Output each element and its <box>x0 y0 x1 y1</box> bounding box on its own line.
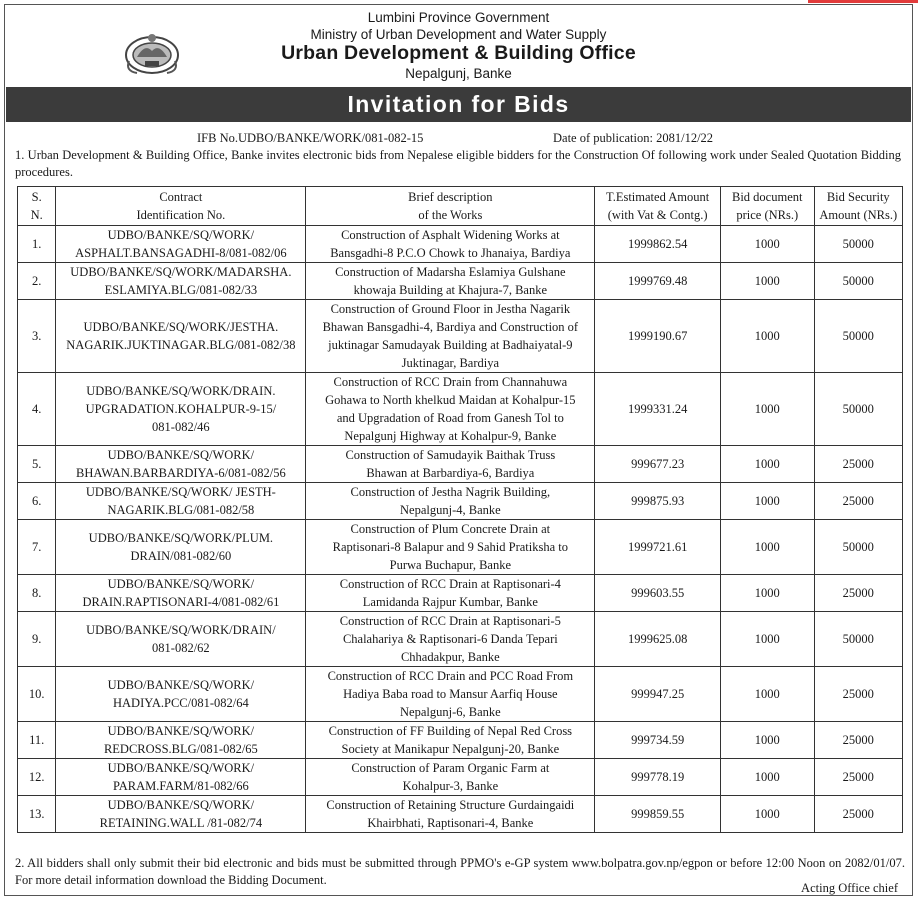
cell-sn: 12. <box>18 759 56 796</box>
table-row <box>18 446 903 483</box>
cell-contract-id: UDBO/BANKE/SQ/WORK/ ASPHALT.BANSAGADHI-8/081-082/06 <box>56 226 306 263</box>
cell-bid-security: 25000 <box>814 667 902 722</box>
cell-bid-security: 50000 <box>814 373 902 446</box>
cell-sn: 11. <box>18 722 56 759</box>
cell-contract-id: UDBO/BANKE/SQ/WORK/MADARSHA. ESLAMIYA.BLG/081-082/33 <box>56 263 306 300</box>
table-row <box>18 667 903 722</box>
cell-estimated-amount: 999603.55 <box>595 575 721 612</box>
cell-doc-price: 1000 <box>720 300 814 373</box>
cell-sn: 13. <box>18 796 56 833</box>
header-description: Brief description of the Works <box>306 187 595 226</box>
cell-contract-id: UDBO/BANKE/SQ/WORK/DRAIN/ 081-082/62 <box>56 612 306 667</box>
table-row <box>18 722 903 759</box>
cell-description: Construction of Plum Concrete Drain at Raptisonari-8 Balapur and 9 Sahid Pratiksha to Purwa Buchapur, Banke <box>306 520 595 575</box>
table-row <box>18 483 903 520</box>
notice-header <box>5 5 912 87</box>
cell-doc-price: 1000 <box>720 575 814 612</box>
table-row <box>18 300 903 373</box>
accent-line <box>808 0 918 3</box>
cell-bid-security: 25000 <box>814 575 902 612</box>
header-estimated-amount: T.Estimated Amount (with Vat & Contg.) <box>595 187 721 226</box>
cell-bid-security: 25000 <box>814 722 902 759</box>
cell-contract-id: UDBO/BANKE/SQ/WORK/ RETAINING.WALL /81-082/74 <box>56 796 306 833</box>
ifb-number: IFB No.UDBO/BANKE/WORK/081-082-15 <box>197 131 424 145</box>
cell-estimated-amount: 999875.93 <box>595 483 721 520</box>
table-row <box>18 612 903 667</box>
submission-note: 2. All bidders shall only submit their bid electronic and bids must be submitted through PPMO's e-GP system www.bolpatra.gov.np/egpon or before 12:00 Noon on 2082/01/07. For more detail information download the Bidding Document. <box>15 856 905 887</box>
cell-bid-security: 25000 <box>814 483 902 520</box>
cell-doc-price: 1000 <box>720 446 814 483</box>
cell-contract-id: UDBO/BANKE/SQ/WORK/ DRAIN.RAPTISONARI-4/081-082/61 <box>56 575 306 612</box>
cell-description: Construction of FF Building of Nepal Red Cross Society at Manikapur Nepalgunj-20, Banke <box>306 722 595 759</box>
cell-description: Construction of RCC Drain from Channahuwa Gohawa to North khelkud Maidan at Kohalpur-15 and Upgradation of Road from Ganesh Tol to Nepalgunj Highway at Kohalpur-9, Banke <box>306 373 595 446</box>
cell-doc-price: 1000 <box>720 263 814 300</box>
table-header-row <box>18 187 903 226</box>
cell-contract-id: UDBO/BANKE/SQ/WORK/JESTHA. NAGARIK.JUKTINAGAR.BLG/081-082/38 <box>56 300 306 373</box>
cell-estimated-amount: 1999769.48 <box>595 263 721 300</box>
cell-description: Construction of RCC Drain and PCC Road From Hadiya Baba road to Mansur Aarfiq House Nepalgunj-6, Banke <box>306 667 595 722</box>
cell-description: Construction of Param Organic Farm at Kohalpur-3, Banke <box>306 759 595 796</box>
cell-contract-id: UDBO/BANKE/SQ/WORK/ JESTH- NAGARIK.BLG/081-082/58 <box>56 483 306 520</box>
cell-estimated-amount: 1999862.54 <box>595 226 721 263</box>
cell-estimated-amount: 1999721.61 <box>595 520 721 575</box>
cell-bid-security: 25000 <box>814 446 902 483</box>
cell-bid-security: 50000 <box>814 226 902 263</box>
cell-contract-id: UDBO/BANKE/SQ/WORK/ BHAWAN.BARBARDIYA-6/081-082/56 <box>56 446 306 483</box>
header-sn: S. N. <box>18 187 56 226</box>
cell-doc-price: 1000 <box>720 373 814 446</box>
header-doc-price: Bid document price (NRs.) <box>720 187 814 226</box>
table-row <box>18 575 903 612</box>
cell-doc-price: 1000 <box>720 612 814 667</box>
office-name: Urban Development & Building Office <box>281 42 636 64</box>
cell-description: Construction of RCC Drain at Raptisonari-4 Lamidanda Rajpur Kumbar, Banke <box>306 575 595 612</box>
table-row <box>18 263 903 300</box>
cell-estimated-amount: 1999331.24 <box>595 373 721 446</box>
cell-bid-security: 50000 <box>814 263 902 300</box>
intro-paragraph: 1. Urban Development & Building Office, Banke invites electronic bids from Nepalese eligible bidders for the Construction Of following work under Sealed Quotation Bidding procedures. <box>15 148 901 179</box>
cell-doc-price: 1000 <box>720 796 814 833</box>
header-bid-security: Bid Security Amount (NRs.) <box>814 187 902 226</box>
table-row <box>18 226 903 263</box>
cell-estimated-amount: 999859.55 <box>595 796 721 833</box>
cell-contract-id: UDBO/BANKE/SQ/WORK/ REDCROSS.BLG/081-082/65 <box>56 722 306 759</box>
cell-sn: 3. <box>18 300 56 373</box>
cell-contract-id: UDBO/BANKE/SQ/WORK/DRAIN. UPGRADATION.KOHALPUR-9-15/ 081-082/46 <box>56 373 306 446</box>
cell-sn: 1. <box>18 226 56 263</box>
cell-sn: 4. <box>18 373 56 446</box>
header-contract-id: Contract Identification No. <box>56 187 306 226</box>
cell-doc-price: 1000 <box>720 226 814 263</box>
table-row <box>18 759 903 796</box>
cell-description: Construction of Retaining Structure Gurdaingaidi Khairbhati, Raptisonari-4, Banke <box>306 796 595 833</box>
cell-bid-security: 25000 <box>814 796 902 833</box>
table-row <box>18 796 903 833</box>
cell-sn: 5. <box>18 446 56 483</box>
cell-estimated-amount: 999947.25 <box>595 667 721 722</box>
cell-sn: 9. <box>18 612 56 667</box>
cell-sn: 10. <box>18 667 56 722</box>
cell-description: Construction of Madarsha Eslamiya Gulshane khowaja Building at Khajura-7, Banke <box>306 263 595 300</box>
cell-description: Construction of Jestha Nagrik Building, Nepalgunj-4, Banke <box>306 483 595 520</box>
signoff: Acting Office chief <box>801 881 898 895</box>
bid-notice <box>4 4 913 896</box>
cell-estimated-amount: 999734.59 <box>595 722 721 759</box>
cell-bid-security: 50000 <box>814 520 902 575</box>
cell-description: Construction of Asphalt Widening Works at Bansgadhi-8 P.C.O Chowk to Jhanaiya, Bardiya <box>306 226 595 263</box>
table-row <box>18 373 903 446</box>
cell-doc-price: 1000 <box>720 520 814 575</box>
cell-description: Construction of Ground Floor in Jestha Nagarik Bhawan Bansgadhi-4, Bardiya and Construction of juktinagar Samudayak Building at Badhaiyatal-9 Juktinagar, Bardiya <box>306 300 595 373</box>
cell-bid-security: 50000 <box>814 612 902 667</box>
cell-contract-id: UDBO/BANKE/SQ/WORK/PLUM. DRAIN/081-082/60 <box>56 520 306 575</box>
page-title: Invitation for Bids <box>6 87 911 122</box>
cell-doc-price: 1000 <box>720 483 814 520</box>
publication-date: Date of publication: 2081/12/22 <box>553 131 714 145</box>
cell-contract-id: UDBO/BANKE/SQ/WORK/ PARAM.FARM/81-082/66 <box>56 759 306 796</box>
government-name: Lumbini Province Government <box>367 10 550 25</box>
cell-doc-price: 1000 <box>720 667 814 722</box>
cell-sn: 7. <box>18 520 56 575</box>
cell-doc-price: 1000 <box>720 722 814 759</box>
cell-doc-price: 1000 <box>720 759 814 796</box>
cell-bid-security: 50000 <box>814 300 902 373</box>
cell-bid-security: 25000 <box>814 759 902 796</box>
cell-estimated-amount: 1999190.67 <box>595 300 721 373</box>
cell-sn: 8. <box>18 575 56 612</box>
bids-table <box>17 186 903 833</box>
cell-sn: 2. <box>18 263 56 300</box>
cell-sn: 6. <box>18 483 56 520</box>
cell-estimated-amount: 999677.23 <box>595 446 721 483</box>
table-row <box>18 520 903 575</box>
cell-estimated-amount: 1999625.08 <box>595 612 721 667</box>
cell-description: Construction of Samudayik Baithak Truss Bhawan at Barbardiya-6, Bardiya <box>306 446 595 483</box>
cell-description: Construction of RCC Drain at Raptisonari-5 Chalahariya & Raptisonari-6 Danda Tepari Chhadakpur, Banke <box>306 612 595 667</box>
cell-contract-id: UDBO/BANKE/SQ/WORK/ HADIYA.PCC/081-082/64 <box>56 667 306 722</box>
office-location: Nepalgunj, Banke <box>405 66 512 81</box>
cell-estimated-amount: 999778.19 <box>595 759 721 796</box>
ministry-name: Ministry of Urban Development and Water Supply <box>310 27 607 42</box>
